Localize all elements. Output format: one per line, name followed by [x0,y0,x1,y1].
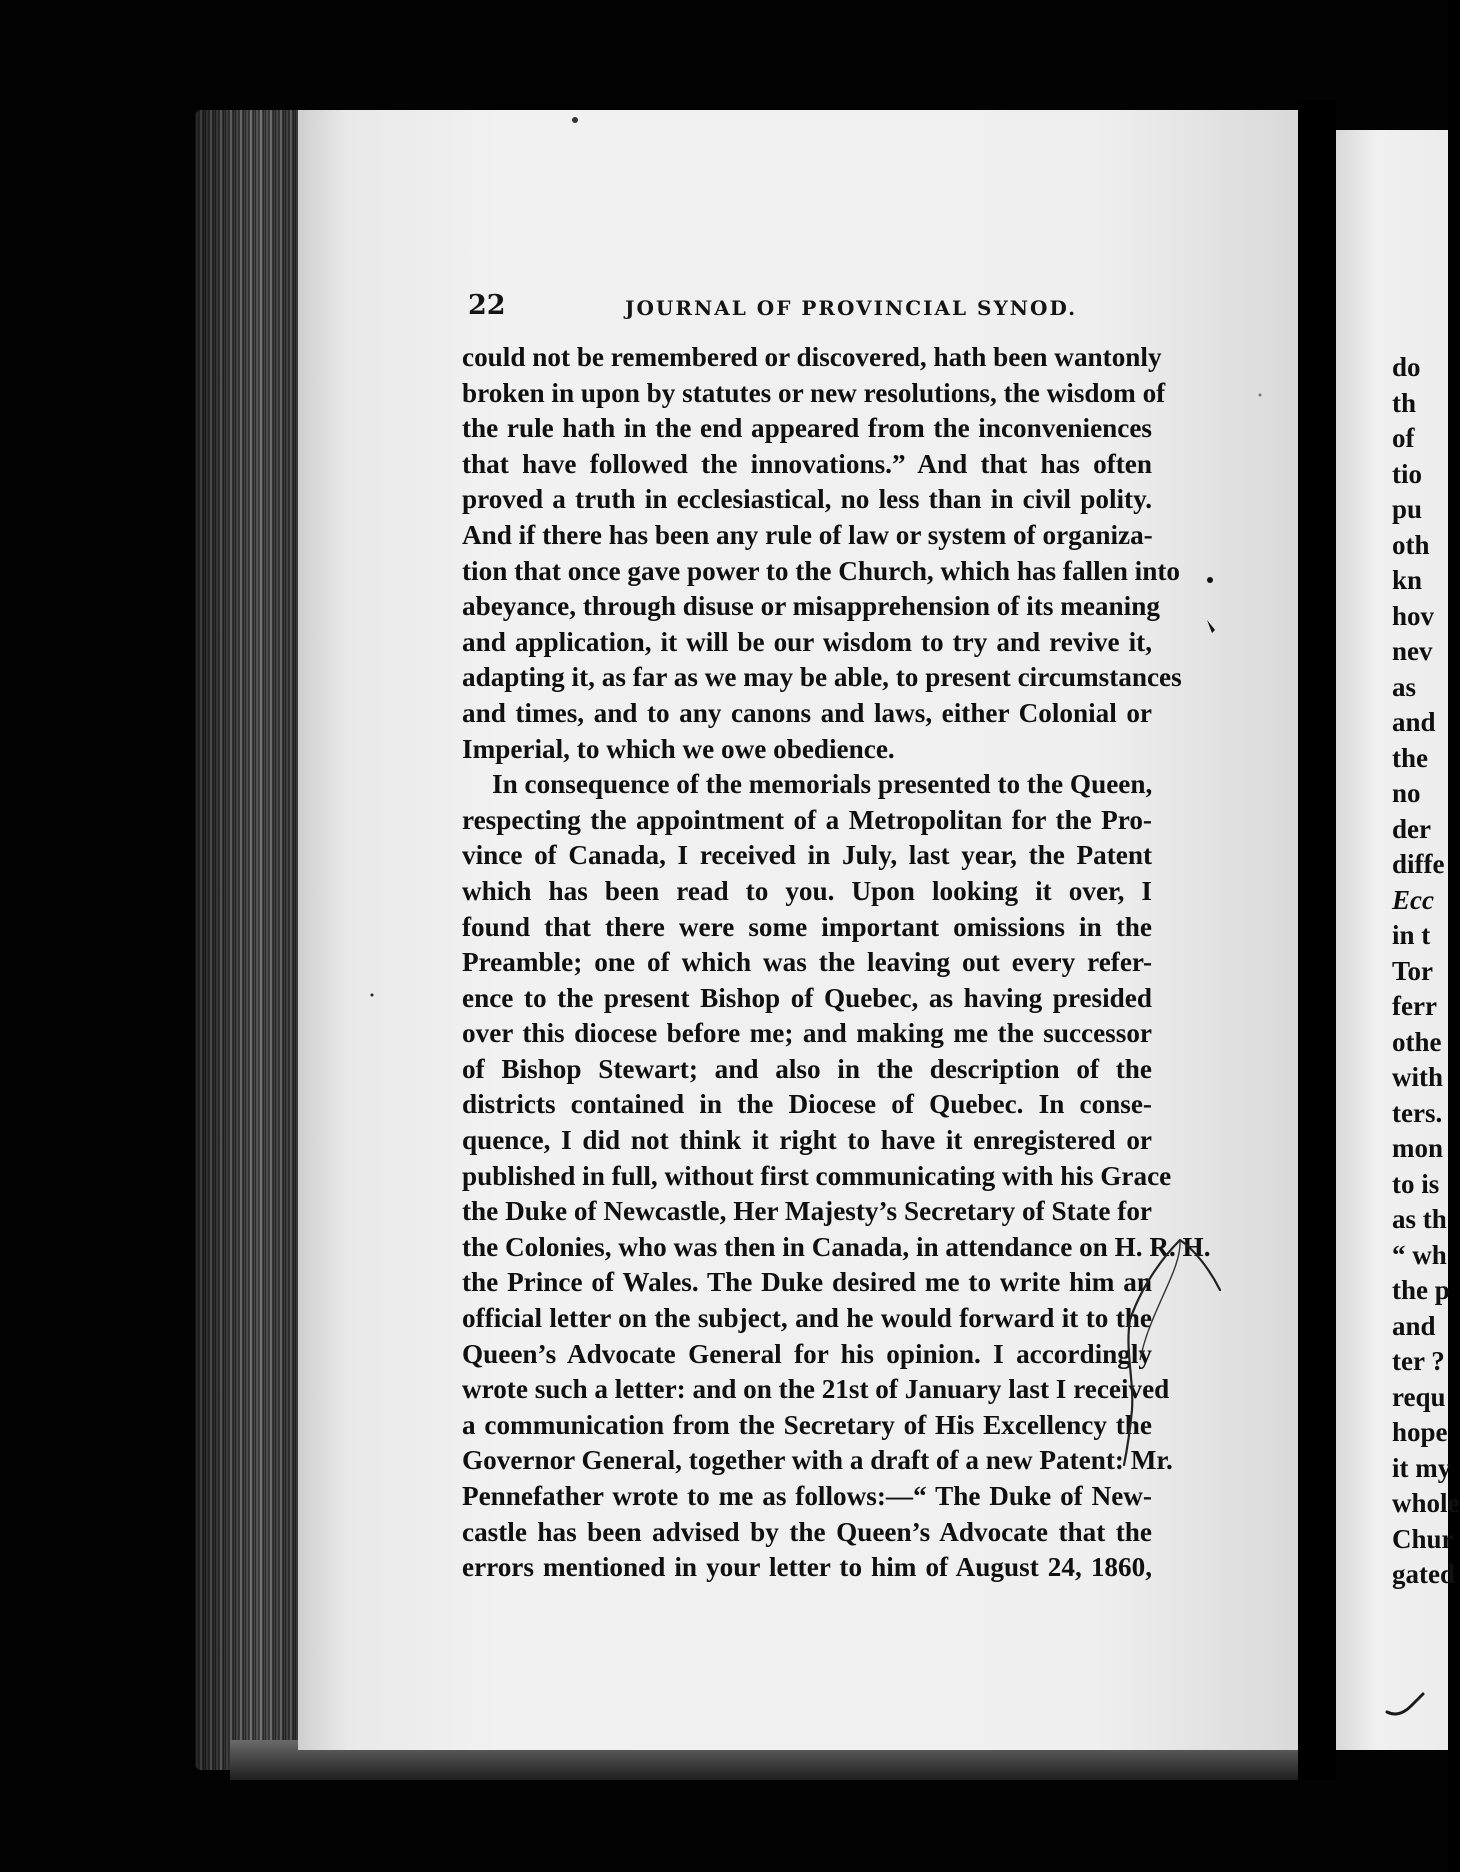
facing-text-fragment: th [1392,387,1417,418]
facing-text-fragment: nev [1392,636,1433,666]
facing-text-fragment: hov [1392,600,1435,631]
facing-text-fragment: Ecc [1392,884,1434,915]
running-title: JOURNAL OF PROVINCIAL SYNOD. [625,296,1078,320]
facing-text-fragment: of [1392,423,1415,453]
text-line: official letter on the subject, and he would forward it to the [462,1303,1152,1334]
facing-text-fragment: and [1392,1310,1436,1341]
text-line: Governor General, together with a draft of a new Patent: Mr. [462,1445,1173,1476]
page-number: 22 [468,290,506,321]
text-line: respecting the appointment of a Metropolitan for the Pro- [462,804,1152,835]
text-line: found that there were some important omissions in the [462,911,1152,942]
facing-text-fragment: Tor [1392,955,1434,986]
text-line: published in full, without first communicating with his Grace [462,1160,1172,1191]
text-line: And if there has been any rule of law or system of organiza- [462,519,1153,550]
text-line: Pennefather wrote to me as follows:—“ The Duke of New- [462,1481,1152,1511]
facing-text-fragment: in t [1392,920,1431,950]
facing-text-fragment: the [1392,742,1428,773]
text-line: abeyance, through disuse or misapprehension of its meaning [462,591,1160,622]
text-line: the rule hath in the end appeared from the inconveniences [462,413,1152,444]
facing-text-fragment: mon [1392,1133,1444,1163]
facing-text-fragment: with [1392,1062,1444,1092]
text-line: tion that once gave power to the Church, which has fallen into [462,555,1180,586]
facing-text-fragment: ferr [1392,991,1437,1021]
text-line: and application, it will be our wisdom to try and revive it, [462,626,1152,657]
text-line: wrote such a letter: and on the 21st of January last I received [462,1374,1170,1405]
text-line: Preamble; one of which was the leaving out every refer- [462,947,1152,978]
facing-text-fragment: to is [1392,1168,1440,1199]
text-line: vince of Canada, I received in July, last year, the Patent [462,840,1152,871]
facing-text-fragment: Chur [1392,1523,1454,1554]
facing-text-fragment: no [1392,778,1421,808]
text-line: Queen’s Advocate General for his opinion. I accordingly [462,1338,1152,1369]
facing-text-fragment: the p [1392,1275,1450,1305]
text-line: the Duke of Newcastle, Her Majesty’s Secretary of State for [462,1196,1152,1227]
text-line: could not be remembered or discovered, hath been wantonly [462,342,1162,372]
facing-text-fragment: and [1392,707,1436,737]
text-line: castle has been advised by the Queen’s Advocate that the [462,1516,1152,1547]
facing-text-fragment: diffe [1392,849,1445,879]
facing-text-fragment: kn [1392,565,1423,595]
text-line: broken in upon by statutes or new resolutions, the wisdom of [462,377,1166,408]
facing-text-fragment: ters. [1392,1097,1443,1128]
facing-text-fragment: pu [1392,494,1423,524]
text-line: adapting it, as far as we may be able, to present circumstances [462,662,1182,693]
text-line: of Bishop Stewart; and also in the description of the [462,1053,1152,1084]
facing-text-fragment: as th [1392,1204,1447,1234]
facing-text-fragment: der [1392,813,1431,844]
facing-text-fragment: hope [1392,1417,1448,1447]
text-line: and times, and to any canons and laws, either Colonial or [462,697,1152,728]
text-line: quence, I did not think it right to have it enregistered or [462,1125,1152,1156]
text-line: over this diocese before me; and making me the successor [462,1018,1152,1049]
text-line: that have followed the innovations.” And that has often [462,448,1152,479]
facing-text-fragment: as [1392,671,1417,702]
facing-text-fragment: it my [1392,1452,1452,1483]
facing-text-fragment: ter ? [1392,1346,1445,1376]
text-line: proved a truth in ecclesiastical, no less than in civil polity. [462,484,1152,515]
facing-text-fragment: whole [1392,1488,1460,1518]
text-line: In consequence of the memorials presented to the Queen, [492,769,1153,800]
text-line: districts contained in the Diocese of Quebec. In conse- [462,1089,1152,1120]
text-line: the Colonies, who was then in Canada, in attendance on H. R. H. [462,1231,1211,1262]
facing-text-fragment: “ wh [1392,1239,1447,1270]
facing-text-fragment: othe [1392,1026,1442,1057]
facing-text-fragment: do [1392,352,1421,382]
facing-text-fragment: requ [1392,1381,1446,1412]
text-line: errors mentioned in your letter to him of August 24, 1860, [462,1552,1152,1583]
facing-text-fragment: oth [1392,529,1430,560]
text-line: which has been read to you. Upon looking it over, I [462,875,1152,906]
text-line: the Prince of Wales. The Duke desired me to write him an [462,1267,1152,1298]
text-line: ence to the present Bishop of Quebec, as having presided [462,982,1152,1013]
facing-text-fragment: tio [1392,458,1422,489]
facing-text-fragment: gated [1392,1559,1455,1589]
text-line: a communication from the Secretary of His Excellency the [462,1409,1152,1440]
text-line: Imperial, to which we owe obedience. [462,733,895,764]
